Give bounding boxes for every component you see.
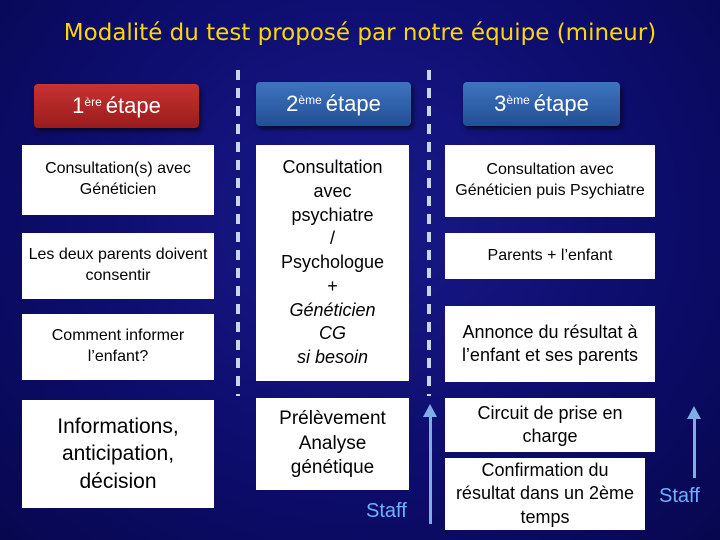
step-2-prelevement: Prélèvement Analyse génétique <box>256 398 409 490</box>
arrow-up-icon <box>429 416 432 524</box>
step-3-care-circuit: Circuit de prise en charge <box>445 398 655 452</box>
step-2-line-avec: avec <box>313 180 352 201</box>
step-3-number: 3 <box>494 91 507 116</box>
step-2-consultation <box>256 145 409 381</box>
step-1-number: 1 <box>72 93 85 118</box>
step-2-word: étape <box>325 91 381 116</box>
step-2-suffix: ème <box>298 93 322 107</box>
step-3-confirmation: Confirmation du résultat dans un 2ème temps <box>445 458 645 530</box>
step-2-line-cg: CG <box>319 323 346 344</box>
step-3-parents-child: Parents + l’enfant <box>445 233 655 279</box>
step-2-line-si-besoin: si besoin <box>296 347 369 368</box>
step-3-consultation: Consultation avec Généticien puis Psychiatre <box>445 145 655 217</box>
step-3-announcement: Annonce du résultat à l’enfant et ses parents <box>445 306 655 382</box>
step-3-staff-label: Staff <box>659 485 700 507</box>
step-2-line-geneticien: Généticien <box>289 299 376 320</box>
step-1-information: Informations, anticipation, décision <box>22 400 214 508</box>
step-2-line-consultation: Consultation <box>282 157 383 178</box>
step-2-line-psychiatre: psychiatre <box>291 204 374 225</box>
separator-left <box>236 70 240 396</box>
arrow-up-icon <box>693 418 696 478</box>
step-1-inform-child: Comment informer l’enfant? <box>22 314 214 380</box>
separator-right <box>427 70 431 396</box>
step-3-header <box>463 82 620 126</box>
step-2-line-slash: / <box>329 228 335 249</box>
step-2-header <box>256 82 411 126</box>
step-1-word: étape <box>105 93 161 118</box>
step-2-staff-label: Staff <box>366 500 407 522</box>
step-1-header <box>34 84 199 128</box>
step-2-number: 2 <box>286 91 299 116</box>
step-1-consultation: Consultation(s) avec Généticien <box>22 145 214 215</box>
step-3-word: étape <box>533 91 589 116</box>
step-1-suffix: ère <box>84 95 102 109</box>
step-2-line-psychologue: Psychologue <box>280 252 385 273</box>
step-2-line-plus: + <box>327 275 338 296</box>
step-3-suffix: ème <box>506 93 530 107</box>
step-1-consent: Les deux parents doivent consentir <box>22 233 214 299</box>
slide-title: Modalité du test proposé par notre équipe (mineur) <box>63 20 657 46</box>
